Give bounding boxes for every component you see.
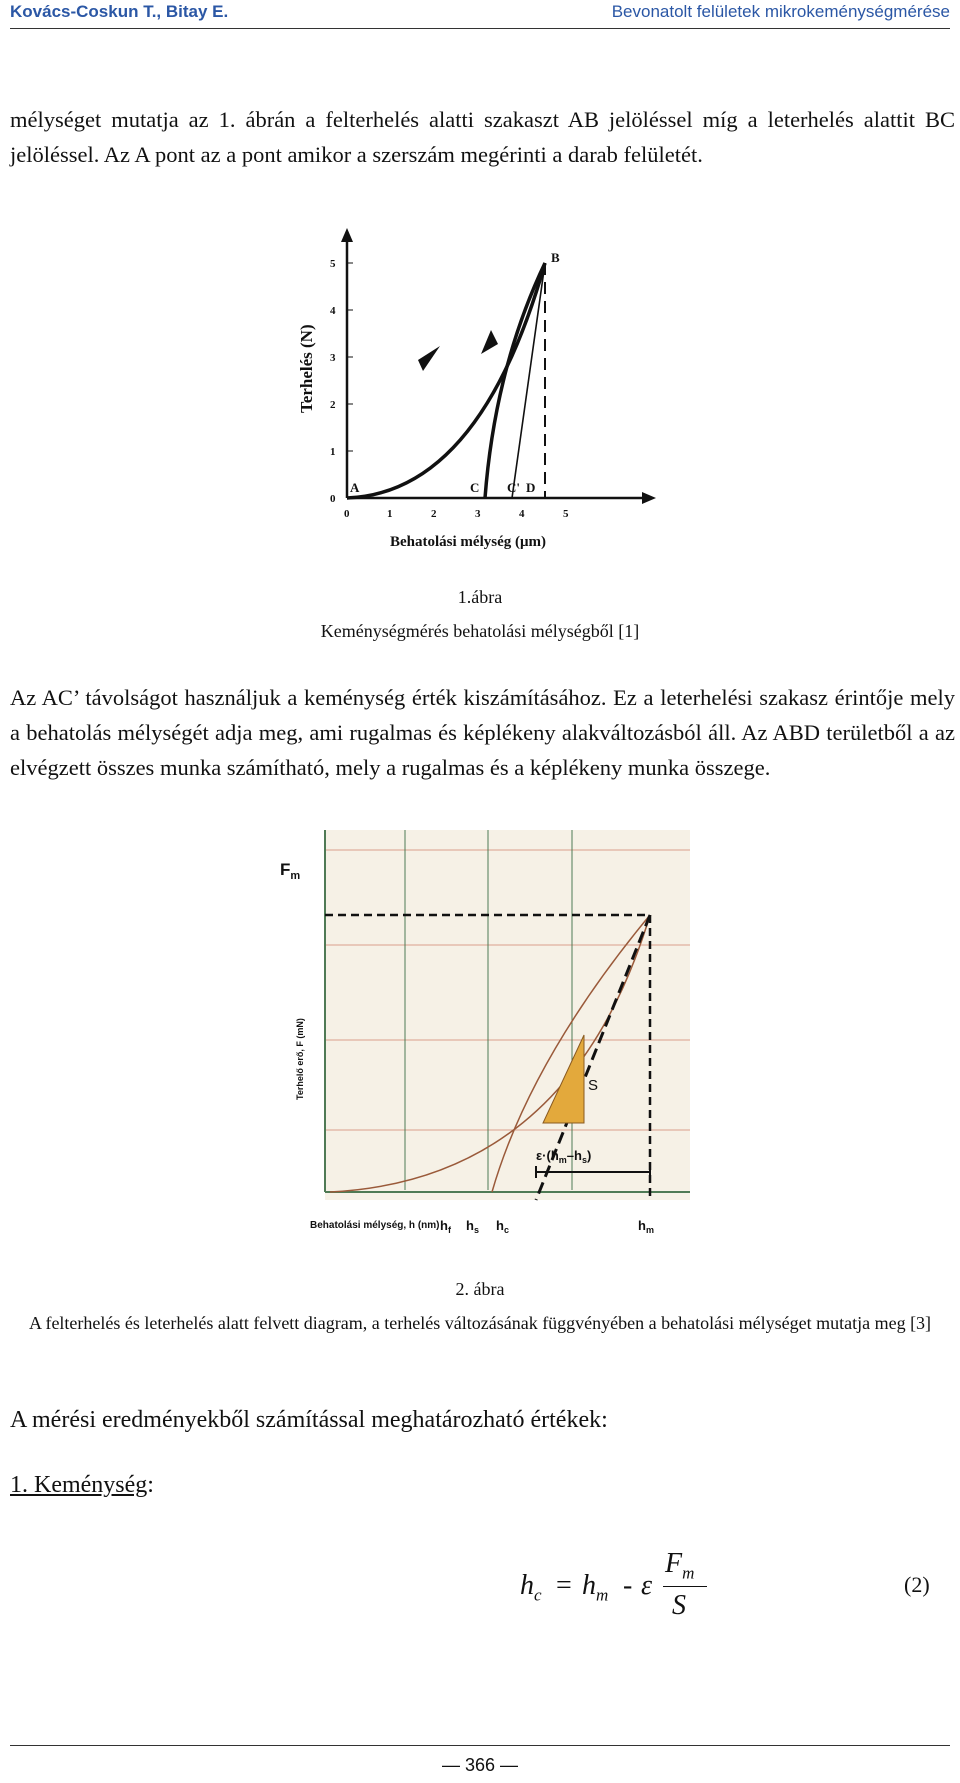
figure-1-caption: Keménységmérés behatolási mélységből [1] [320,621,640,641]
unloading-arrow [481,330,498,354]
section-heading [10,1472,154,1499]
hc-label: $h_c$ [496,1218,509,1235]
x-axis-label: Behatolási mélység (μm) [390,534,546,550]
point-a-label: A [350,480,360,495]
loading-arrow [418,346,440,371]
figure-1-caption-number: 1.ábra [457,587,503,607]
y-tick-1: 1 [330,446,336,458]
section-heading-colon: : [147,1472,154,1498]
running-header [10,0,950,29]
x-tick-5: 5 [563,508,569,520]
point-d-label: D [526,480,536,495]
y-axis-label: Terhelés (N) [297,324,316,413]
footer-rule [10,1745,950,1746]
figure-2-indentation-curve [270,830,690,1252]
paragraph-2: Az AC’ távolságot használjuk a keménység érték kiszámításához. Ez a leterhelési szakasz érintője mely a behatolás mélységét adja meg, ami rugalmas és képlékeny alakváltozásból áll. Az ABD területből a az elvégzett összes munka számítható, mely a rugalmas és a képlékeny munka összege. [10,685,955,780]
x-tick-1: 1 [387,508,393,520]
figure-2-caption: A felterhelés és leterhelés alatt felvett diagram, a terhelés változásának függvényében a behatolási mélységet mutatja meg [3] [28,1313,932,1333]
epsilon-label: $\varepsilon\cdot(h_m-h_s)$ [536,1148,592,1165]
equation-minus: - [623,1570,633,1601]
y-tick-0: 0 [330,493,336,505]
point-b-label: B [551,250,560,265]
x-tick-3: 3 [475,508,481,520]
figure-2-caption-number: 2. ábra [455,1279,505,1299]
x-axis-label: Behatolási mélység, h (nm) [310,1220,440,1231]
equation-hm: $h_m$ [582,1570,609,1605]
header-authors: Kovács-Coskun T., Bitay E. [10,2,229,21]
x-tick-2: 2 [431,508,437,520]
equation-lhs: $h_c$ [520,1570,542,1605]
hf-label: $h_f$ [440,1218,451,1235]
equation-2 [520,1548,720,1628]
x-tick-4: 4 [519,508,525,520]
stiffness-label: S [588,1077,599,1094]
y-tick-5: 5 [330,258,336,270]
y-axis-label: Terhelő erő, F (mN) [295,1018,305,1100]
x-tick-0: 0 [344,508,350,520]
hs-label: $h_s$ [466,1218,479,1235]
section-heading-text: 1. Keménység [10,1472,148,1498]
equation-number: (2) [904,1572,930,1597]
header-title: Bevonatolt felületek mikrokeménységmérése [611,2,950,21]
figure-1-load-depth-chart [290,228,660,558]
y-tick-4: 4 [330,305,336,317]
page-number: — 366 — [441,1755,519,1775]
equation-denominator: S [672,1590,686,1621]
point-c-prime-label: C' [507,480,520,495]
y-tick-2: 2 [330,399,336,411]
fraction-bar [663,1586,707,1587]
y-tick-3: 3 [330,352,336,364]
loading-curve [347,263,545,498]
paragraph-1: mélységet mutatja az 1. ábrán a felterhelés alatti szakaszt AB jelöléssel míg a leterhelés alattit BC jelöléssel. Az A pont az a pont amikor a szerszám megérinti a darab felületét. [10,107,955,167]
equation-epsilon: ε [641,1570,653,1601]
equation-numerator: $F_m$ [665,1548,695,1583]
paragraph-3: A mérési eredményekből számítással meghatározható értékek: [10,1407,608,1433]
fm-label: $F_m$ [280,860,301,882]
hm-label: $h_m$ [638,1218,654,1235]
point-c-label: C [470,480,480,495]
equation-equals: = [556,1570,572,1601]
